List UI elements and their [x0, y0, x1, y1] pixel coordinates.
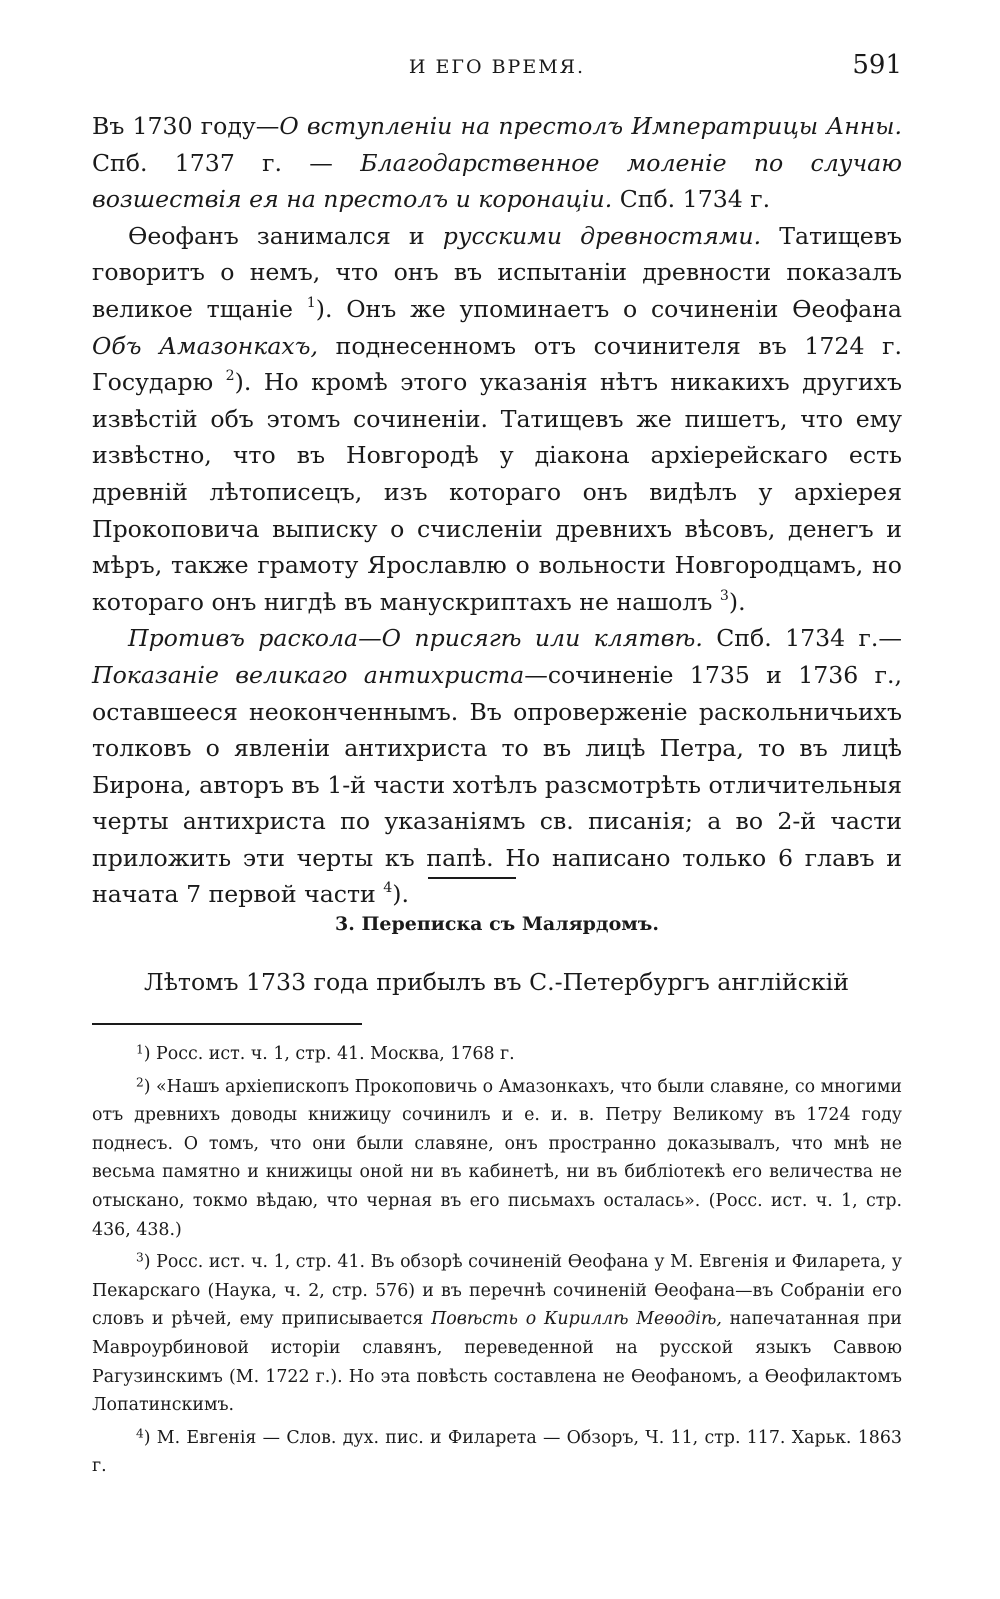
page-number: 591: [852, 50, 902, 80]
footnote-text: ) Росс. ист. ч. 1, стр. 41. Москва, 1768 г.: [143, 1044, 515, 1064]
text-run: ).: [728, 587, 746, 616]
text-run: ). Онъ же упоминаетъ о сочиненіи Ѳеофана: [315, 294, 902, 323]
italic-title: Противъ раскола—О присягѣ или клятвѣ.: [128, 624, 703, 653]
running-title: И ЕГО ВРЕМЯ.: [408, 56, 586, 78]
text-run: Спб. 1734 г.: [612, 185, 771, 214]
italic-title: Благодарственное моленіе по случаю возшествія ея на престолъ и коронаціи.: [92, 148, 902, 214]
footnote-text: ) «Нашъ архіепископъ Прокоповичь о Амазонкахъ, что были славяне, со многими отъ древнихъ доводы книжицу сочинилъ и е. и. в. Петру Великому въ 1724 году поднесъ. О томъ, что они были славяне, онъ пространно доказывалъ, что мнѣ не весьма памятно и книжицы оной ни въ кабинетѣ, ни въ библіотекѣ его величества не отыскано, токмо вѣдаю, что черная въ его письмахъ осталась». (Росс. ист. ч. 1, стр. 436, 438.): [92, 1076, 903, 1240]
main-text: [92, 108, 902, 913]
page-header: [92, 50, 902, 90]
paragraph-1: [92, 108, 902, 218]
footnote-ref: 2: [225, 368, 235, 385]
text-run: Спб. 1734 г.—: [702, 624, 902, 653]
footnote-divider: [92, 1023, 362, 1025]
footnote-1: [92, 1040, 902, 1069]
text-run: Въ 1730 году—: [92, 112, 280, 140]
text-run: ).: [392, 880, 409, 909]
footnote-4: [92, 1424, 902, 1481]
text-run: Спб. 1737 г. —: [92, 148, 361, 177]
footnote-mark: 3: [136, 1250, 144, 1265]
text-run: ). Но кромѣ этого указанія нѣтъ никакихъ другихъ извѣстій объ этомъ сочиненіи. Татищевъ же пишетъ, что ему извѣстно, что въ Новгородѣ у діакона архіерейскаго есть древній лѣтописецъ, изъ котораго онъ видѣлъ у архіерея Прокоповича выписку о счисленіи древнихъ вѣсовъ, денегъ и мѣръ, также грамоту Ярославлю о вольности Новгородцамъ, но котораго онъ нигдѣ въ манускриптахъ не нашолъ: [92, 368, 902, 616]
footnote-mark: 4: [136, 1426, 144, 1441]
footnote-mark: 1: [136, 1042, 144, 1057]
footnote-text: ) М. Евгенія — Слов. дух. пис. и Филарета — Обзоръ, Ч. 11, стр. 117. Харьк. 1863 г.: [92, 1427, 902, 1477]
text-run: поднесенномъ отъ сочинителя въ 1724 г. Государю: [92, 331, 903, 397]
text-run: Татищевъ говоритъ о немъ, что онъ въ испытаніи древности показалъ великое тщаніе: [92, 221, 902, 323]
italic-term: русскими древностями.: [442, 221, 762, 250]
footnote-text: напечатанная при Мавроурбиновой исторіи славянъ, переведенной на русской языкъ Саввою Рагузинскимъ (М. 1722 г.). Но эта повѣсть составлена не Ѳеофаномъ, а Ѳеофилактомъ Лопатинскимъ.: [92, 1309, 902, 1416]
text-run: Ѳеофанъ занимался и: [128, 221, 443, 250]
paragraph-3: [92, 620, 902, 913]
footnote-3: [92, 1248, 902, 1420]
italic-title: Повѣсть о Кириллѣ Меѳодіѣ,: [431, 1309, 722, 1330]
footnote-ref: 4: [383, 880, 393, 897]
footnote-ref: 1: [306, 295, 316, 312]
footnote-2: [92, 1073, 902, 1245]
text-run: —сочиненіе 1735 и 1736 г., оставшееся неоконченнымъ. Въ опроверженіе раскольничьихъ толковъ о явленіи антихриста то въ лицѣ Петра, то въ лицѣ Бирона, авторъ въ 1-й части хотѣлъ разсмотрѣть отличительныя черты антихриста по указаніямъ св. писанія; а во 2-й части приложить эти черты къ папѣ. Но написано только 6 главъ и начата 7 первой части: [92, 660, 902, 909]
section-heading: 3. Переписка съ Малярдомъ.: [335, 913, 659, 935]
section-first-line: Лѣтомъ 1733 года прибылъ въ С.-Петербургъ англійскій: [144, 968, 849, 996]
italic-title: Показаніе великаго антихриста: [92, 660, 525, 689]
italic-title: О вступленіи на престолъ Императрицы Анны.: [279, 112, 902, 140]
footnote-mark: 2: [136, 1075, 144, 1090]
footnote-text: ) Росс. ист. ч. 1, стр. 41. Въ обзорѣ сочиненій Ѳеофана у М. Евгенія и Филарета, у Пекарскаго (Наука, ч. 2, стр. 576) и въ перечнѣ сочиненій Ѳеофана—въ Собраніи его словъ и рѣчей, ему приписывается: [92, 1252, 902, 1330]
italic-title: Объ Амазонкахъ,: [92, 331, 318, 360]
footnote-ref: 3: [719, 587, 729, 604]
paragraph-2: [92, 218, 902, 621]
footnotes: [92, 1040, 902, 1481]
section-divider: [428, 877, 516, 879]
